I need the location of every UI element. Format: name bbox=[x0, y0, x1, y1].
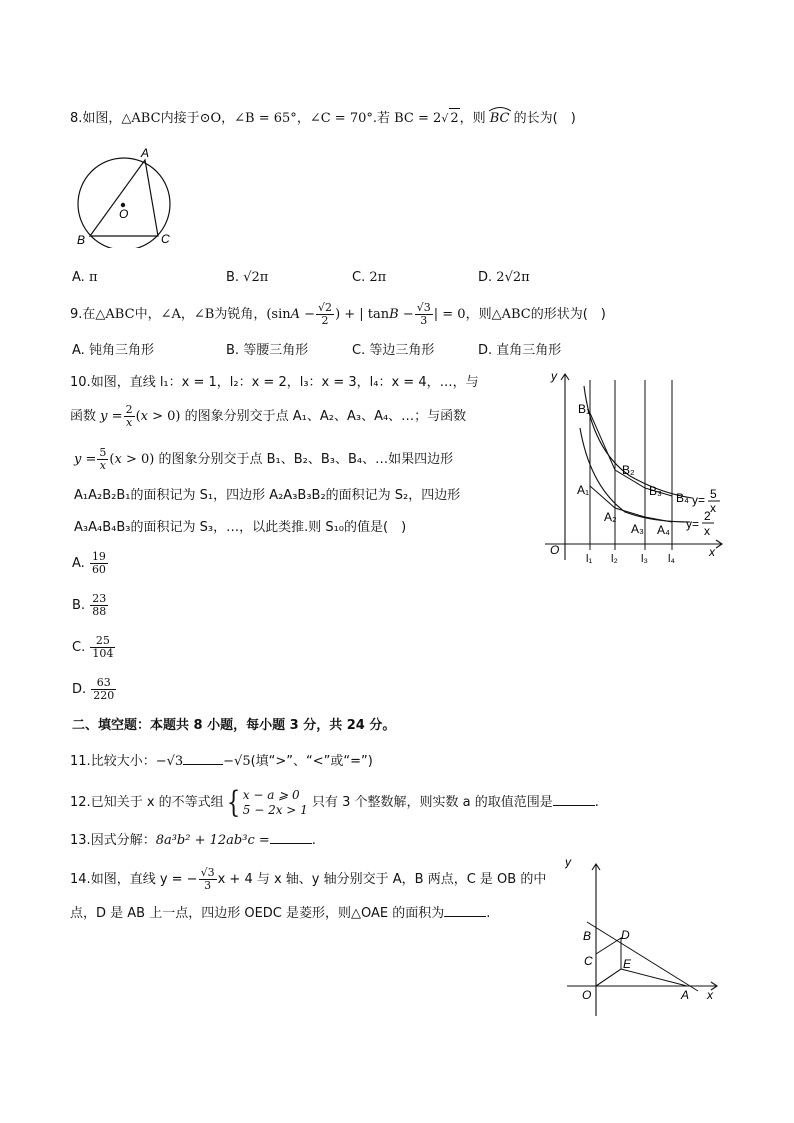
q10-line3: y = $\frac{5}{x}$ (x > 0) 的图象分别交于点 B₁、B₂、B₃、B₄、…如果四边形 bbox=[74, 446, 454, 472]
svg-text:D: D bbox=[621, 928, 630, 942]
q10-option-d[interactable]: D. $\frac{63}{220}$ bbox=[72, 676, 115, 702]
q9-option-c[interactable]: C. 等边三角形 bbox=[352, 343, 435, 358]
fraction: $\frac{√3}{3}$ bbox=[416, 301, 431, 327]
q10-line1: 10.如图，直线 l₁：x = 1，l₂：x = 2，l₃：x = 3，l₄：x = 4，…，与 bbox=[70, 375, 479, 390]
section-heading: 二、填空题：本题共 8 小题，每小题 3 分，共 24 分。 bbox=[72, 718, 396, 733]
q10-line2: 函数 y = $\frac{2}{x}$ (x > 0) 的图象分别交于点 A₁、A₂、A₃、A₄、…；与函数 bbox=[70, 403, 467, 429]
answer-blank[interactable] bbox=[444, 916, 486, 917]
svg-text:O: O bbox=[550, 543, 560, 557]
svg-text:B₁: B₁ bbox=[578, 402, 591, 416]
q9-option-d[interactable]: D. 直角三角形 bbox=[478, 343, 562, 358]
svg-text:y: y bbox=[565, 858, 571, 869]
svg-text:B₂: B₂ bbox=[622, 463, 635, 477]
svg-text:l₁: l₁ bbox=[586, 553, 593, 565]
q9-stem: 9.在△ABC中，∠A，∠B为锐角，(sinA − $\frac{√2}{2}$ ) + | tanB − $\frac{√3}{3}$ | = 0，则△ABC的形状为( ) bbox=[70, 301, 606, 327]
q10-line5: A₃A₄B₄B₃的面积记为 S₃，…，以此类推.则 S₁₀的值是( ) bbox=[74, 520, 407, 535]
q10-option-b[interactable]: B. $\frac{23}{88}$ bbox=[72, 592, 107, 618]
answer-blank[interactable] bbox=[270, 843, 312, 844]
svg-text:x: x bbox=[704, 524, 710, 538]
q8-option-c[interactable]: C. 2π bbox=[352, 270, 387, 285]
question-number: 8. bbox=[70, 111, 83, 126]
question-number: 12. bbox=[70, 795, 91, 810]
question-number: 11. bbox=[70, 754, 91, 769]
svg-text:l₃: l₃ bbox=[641, 553, 648, 565]
svg-text:B₄: B₄ bbox=[676, 491, 689, 505]
svg-text:O: O bbox=[582, 988, 592, 1002]
question-number: 13. bbox=[70, 833, 91, 848]
label-o: O bbox=[119, 207, 129, 221]
triangle-abc bbox=[90, 160, 158, 236]
fraction: $\frac{√3}{3}$ bbox=[200, 866, 215, 892]
q10-line4: A₁A₂B₂B₁的面积记为 S₁，四边形 A₂A₃B₃B₂的面积记为 S₂，四边形 bbox=[74, 488, 461, 503]
arc-mark-icon bbox=[488, 106, 512, 112]
answer-blank[interactable] bbox=[183, 764, 223, 765]
svg-text:y=: y= bbox=[686, 517, 700, 531]
svg-text:A₃: A₃ bbox=[631, 522, 644, 536]
q11-stem: 11.比较大小：−√3 −√5(填“>”、“<”或“=”) bbox=[70, 754, 373, 769]
svg-text:B: B bbox=[583, 929, 592, 943]
q8-option-d[interactable]: D. 2√2π bbox=[478, 270, 530, 285]
q8-stem: 8.如图，△ABC内接于⊙O，∠B = 65°，∠C = 70°.若 BC = 2√ 2，则 BC 的长为( ) bbox=[70, 108, 576, 129]
svg-text:C: C bbox=[584, 954, 593, 968]
svg-text:l₄: l₄ bbox=[668, 553, 675, 565]
inequality-system: x − a ⩾ 0 5 − 2x > 1 bbox=[242, 787, 308, 817]
svg-text:A: A bbox=[681, 988, 690, 1002]
label-c: C bbox=[161, 232, 170, 246]
q14-figure bbox=[565, 858, 725, 1020]
q12-stem: 12.已知关于 x 的不等式组{ x − a ⩾ 0 5 − 2x > 1 只有 3 个整数解，则实数 a 的取值范围是 . bbox=[70, 784, 599, 820]
q10-option-c[interactable]: C. $\frac{25}{104}$ bbox=[72, 634, 114, 660]
question-number: 14. bbox=[70, 872, 91, 887]
svg-text:5: 5 bbox=[710, 487, 717, 501]
question-number: 9. bbox=[70, 307, 83, 322]
fraction: $\frac{√2}{2}$ bbox=[318, 301, 333, 327]
label-b: B bbox=[77, 233, 86, 247]
svg-text:B₃: B₃ bbox=[649, 484, 662, 498]
svg-text:l₂: l₂ bbox=[611, 553, 618, 565]
svg-text:2: 2 bbox=[704, 509, 711, 523]
arc-bc: BC bbox=[490, 109, 510, 129]
label-a: A bbox=[141, 146, 150, 160]
svg-text:y: y bbox=[551, 369, 557, 383]
svg-text:y=: y= bbox=[692, 493, 706, 507]
answer-blank[interactable] bbox=[553, 805, 595, 806]
q10-figure bbox=[540, 368, 730, 568]
svg-text:x: x bbox=[707, 988, 713, 1002]
q14-line1: 14.如图，直线 y = − $\frac{√3}{3}$ x + 4 与 x 轴、y 轴分别交于 A，B 两点，C 是 OB 的中 bbox=[70, 866, 547, 892]
question-number: 10. bbox=[70, 375, 91, 390]
q10-option-a[interactable]: A. $\frac{19}{60}$ bbox=[72, 550, 106, 576]
curve-y5x bbox=[584, 386, 692, 498]
svg-text:E: E bbox=[623, 957, 632, 971]
rhombus-oedc bbox=[596, 938, 621, 986]
fraction: $\frac{5}{x}$ bbox=[99, 446, 107, 472]
svg-text:A₄: A₄ bbox=[657, 523, 670, 537]
q13-stem: 13.因式分解：8a³b² + 12ab³c = . bbox=[70, 833, 316, 848]
svg-text:A₁: A₁ bbox=[577, 483, 590, 497]
q9-option-b[interactable]: B. 等腰三角形 bbox=[226, 343, 309, 358]
curve-y2x bbox=[580, 428, 690, 522]
q14-line2: 点，D 是 AB 上一点，四边形 OEDC 是菱形，则△OAE 的面积为 . bbox=[70, 906, 491, 921]
svg-text:x: x bbox=[709, 545, 715, 559]
q8-option-b[interactable]: B. √2π bbox=[226, 270, 269, 285]
svg-text:A₂: A₂ bbox=[604, 510, 617, 524]
svg-text:x: x bbox=[710, 501, 716, 515]
q9-option-a[interactable]: A. 钝角三角形 bbox=[72, 343, 154, 358]
brace: { bbox=[226, 784, 240, 820]
q8-figure bbox=[68, 143, 188, 248]
q8-option-a[interactable]: A. π bbox=[72, 270, 98, 285]
fraction: $\frac{2}{x}$ bbox=[125, 403, 133, 429]
